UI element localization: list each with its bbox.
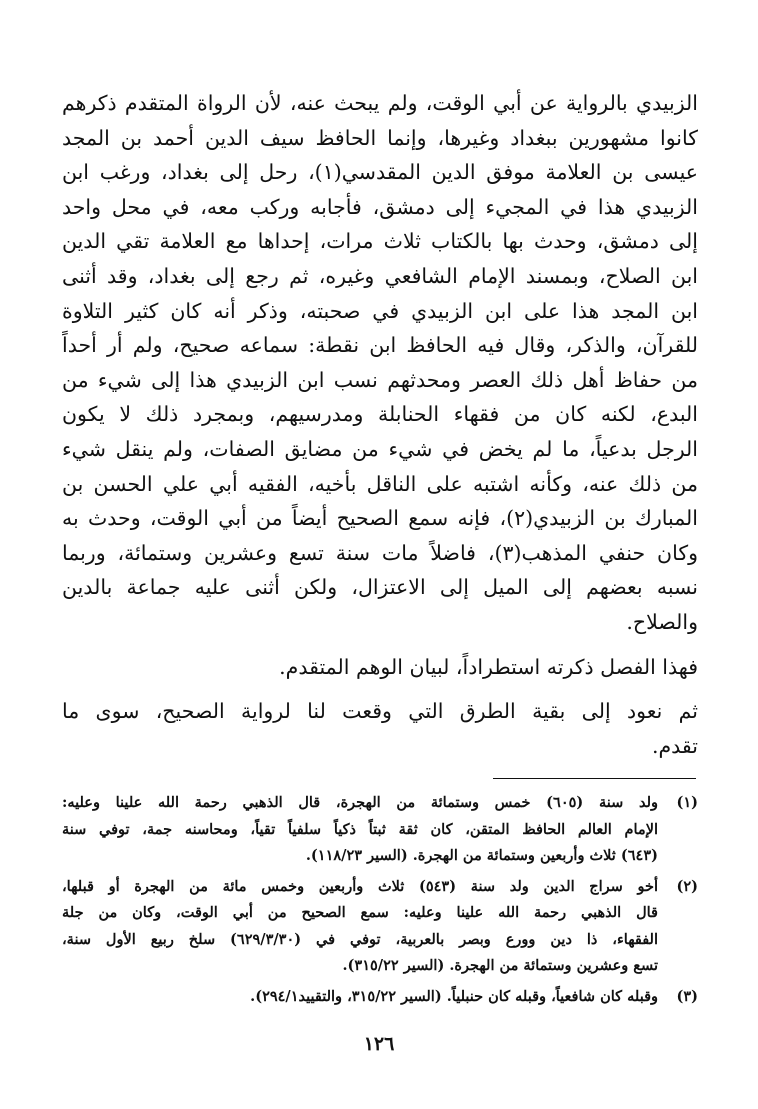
paragraph-gap — [62, 640, 698, 650]
text-line: فهذا الفصل ذكرته استطراداً، لبيان الوهم المتقدم. — [279, 654, 698, 679]
text-line: البدع، لكنه كان من فقهاء الحنابلة ومدرسيهم، وبمجرد ذلك لا يكون — [62, 402, 698, 427]
text-line: تقدم. — [651, 733, 698, 758]
text-line: الزبيدي بالرواية عن أبي الوقت، ولم يبحث عنه، لأن الرواة المتقدم ذكرهم — [62, 91, 698, 115]
text-line: من حفاظ أهل ذلك العصر ومحدثهم نسب ابن الزبيدي هذا إلى شيء من — [62, 367, 698, 392]
text-line: الرجل بدعياً، ما لم يخض في شيء من مضايق الصفات، ولم ينقل شيء — [62, 436, 698, 461]
text-line: للقرآن، والذكر، وقال فيه الحافظ ابن نقطة: سماعه صحيح، ولم أر أحداً — [62, 333, 698, 358]
footnote-number: (٣) — [676, 987, 698, 1005]
text-line: إلى دمشق، وحدث بها بالكتاب ثلاث مرات، إحداها مع العلامة تقي الدين — [62, 229, 698, 254]
footnote-line: (٦٤٣) ثلاث وأربعين وستمائة من الهجرة. (السير ١١٨/٢٣). — [305, 847, 658, 864]
text-line: ثم نعود إلى بقية الطرق التي وقعت لنا لرواية الصحيح، سوى ما — [62, 699, 698, 724]
text-line: عيسى بن العلامة موفق الدين المقدسي(١)، رحل إلى بغداد، ورغب ابن — [62, 160, 698, 185]
paragraph — [62, 86, 698, 640]
footnote-line: الإمام العالم الحافظ المتقن، كان ثقة ثبتاً ذكياً سلفياً تقياً، ومحاسنه جمة، توفي سنة — [62, 820, 658, 838]
page-number: ١٢٦ — [363, 1033, 395, 1055]
paragraph-gap — [62, 684, 698, 694]
text-line: ابن الصلاح، وبمسند الإمام الشافعي وغيره، ثم رجع إلى بغداد، وقد أثنى — [62, 263, 698, 288]
text-line: والصلاح. — [626, 609, 698, 634]
footnote-line: الفقهاء، ذا دين وورع وبصر بالعربية، توفي في (٦٢٩/٣/٣٠) سلخ ربيع الأول سنة، — [62, 930, 658, 948]
text-line: الزبيدي هذا في المجيء إلى دمشق، فأجابه وركب معه، في محل واحد — [62, 194, 698, 219]
text-line: ابن المجد هذا على ابن الزبيدي في صحبته، وذكر أنه كان كثير التلاوة — [62, 298, 698, 323]
main-text — [62, 86, 698, 763]
footnote — [62, 874, 698, 980]
footnote-number: (١) — [676, 794, 698, 811]
text-line: نسبه بعضهم إلى الميل إلى الاعتزال، ولكن أثنى عليه جماعة بالدين — [62, 575, 698, 600]
footnote-line: ولد سنة (٦٠٥) خمس وستمائة من الهجرة، قال الذهبي رحمة الله علينا وعليه: — [62, 794, 658, 811]
footnotes — [62, 790, 698, 1014]
footnote-line: أخو سراج الدين ولد سنة (٥٤٣) ثلاث وأربعين وخمس مائة من الهجرة أو قبلها، — [62, 877, 658, 895]
footnote-number: (٢) — [676, 877, 698, 895]
footnote-line: وقبله كان شافعياً، وقبله كان حنبلياً. (السير ٣١٥/٢٢، والتقييد٢٩٤/١). — [250, 987, 658, 1005]
footnote-line: قال الذهبي رحمة الله علينا وعليه: سمع الصحيح من أبي الوقت، وكان من جلة — [62, 904, 658, 921]
paragraph — [62, 694, 698, 763]
footnote-separator — [493, 778, 696, 779]
paragraph — [62, 650, 698, 685]
text-line: كانوا مشهورين ببغداد وغيرها، وإنما الحافظ سيف الدين أحمد بن المجد — [62, 125, 698, 150]
text-line: من ذلك عنه، وكأنه اشتبه على الناقل بأخيه، الفقيه أبي علي الحسن بن — [62, 471, 698, 496]
text-line: وكان حنفي المذهب(٣)، فاضلاً مات سنة تسع وعشرين وستمائة، وربما — [62, 540, 698, 565]
text-line: المبارك بن الزبيدي(٢)، فإنه سمع الصحيح أيضاً من أبي الوقت، وحدث به — [62, 506, 698, 531]
footnote-line: تسع وعشرين وستمائة من الهجرة. (السير ٣١٥/٢٢). — [342, 957, 658, 974]
footnote — [62, 984, 698, 1011]
footnote — [62, 790, 698, 870]
